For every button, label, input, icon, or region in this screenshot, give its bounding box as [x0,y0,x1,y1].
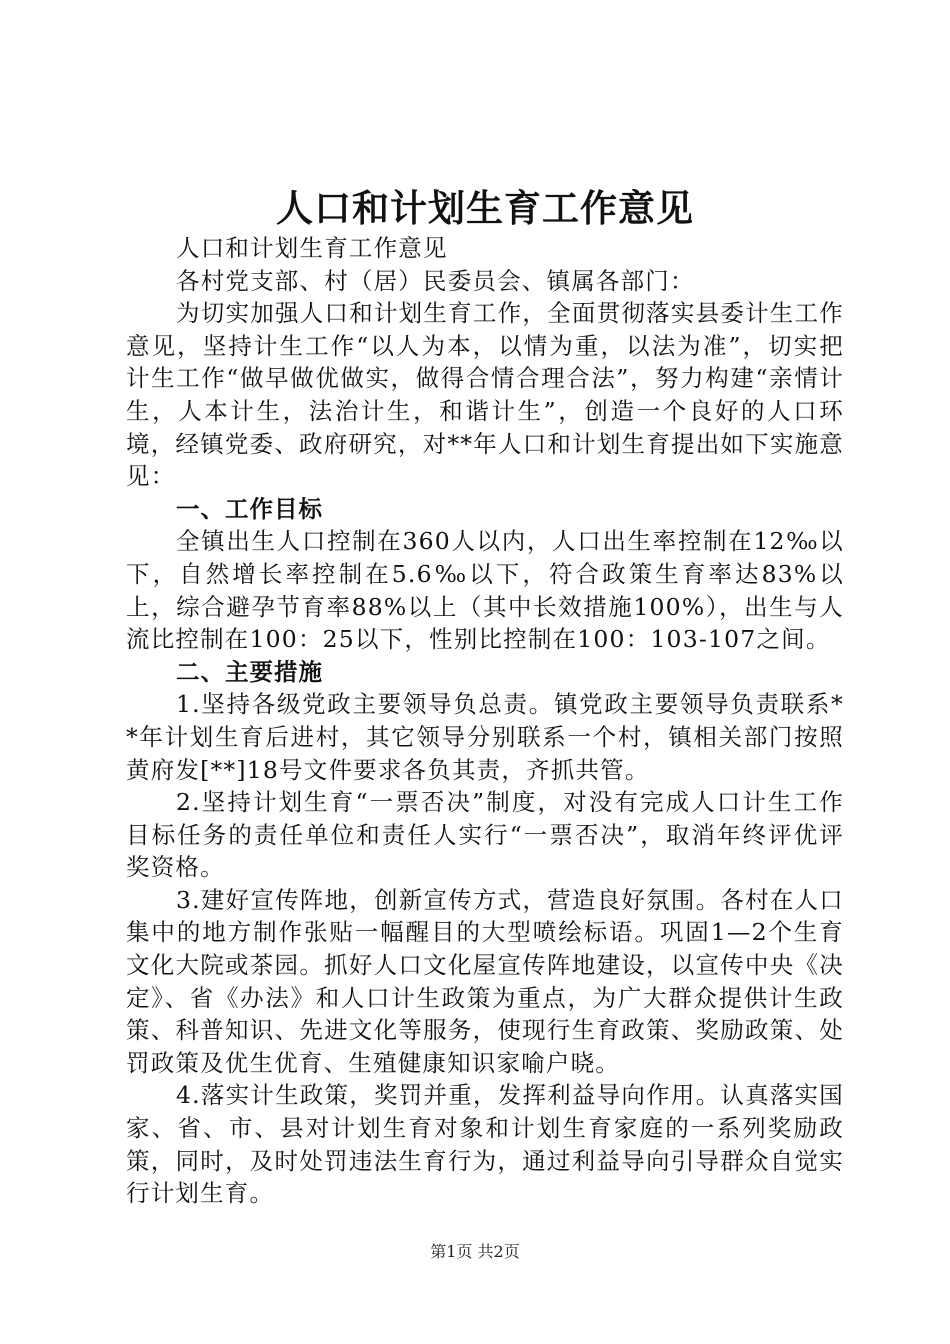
section-heading-measures: 二、主要措施 [176,657,323,686]
measure-3: 3.建好宣传阵地，创新宣传方式，营造良好氛围。各村在人口集中的地方制作张贴一幅醒目的大型喷绘标语。巩固1—2个生育文化大院或茶园。抓好人口文化屋宣传阵地建设，以宣传中央《决定》、省《办法》和人口计生政策为重点，为广大群众提供计生政策、科普知识、先进文化等服务，使现行生育政策、奖励政策、处罚政策及优生优育、生殖健康知识家喻户晓。 [126,885,844,1077]
document-title: 人口和计划生育工作意见 [276,186,694,230]
measure-4: 4.落实计生政策，奖罚并重，发挥利益导向作用。认真落实国家、省、市、县对计划生育对象和计划生育家庭的一系列奖励政策，同时，及时处罚违法生育行为，通过利益导向引导群众自觉实行计划生育。 [126,1081,844,1208]
subtitle-line: 人口和计划生育工作意见 [176,234,448,262]
measure-2: 2.坚持计划生育“一票否决”制度，对没有完成人口计生工作目标任务的责任单位和责任人实行“一票否决”，取消年终评优评奖资格。 [126,788,844,882]
goals-paragraph: 全镇出生人口控制在360人以内，人口出生率控制在12‰以下，自然增长率控制在5.6‰以下，符合政策生育率达83%以上，综合避孕节育率88%以上（其中长效措施100%），出生与人流比控制在100：25以下，性别比控制在100：103-107之间。 [126,527,844,654]
document-body [126,232,844,1210]
measure-1: 1.坚持各级党政主要领导负总责。镇党政主要领导负责联系**年计划生育后进村，其它领导分别联系一个村，镇相关部门按照黄府发[**]18号文件要求各负其责，齐抓共管。 [126,690,844,784]
intro-paragraph: 为切实加强人口和计划生育工作，全面贯彻落实县委计生工作意见，坚持计生工作“以人为本，以情为重，以法为准”，切实把计生工作“做早做优做实，做得合情合理合法”，努力构建“亲情计生，人本计生，法治计生，和谐计生”，创造一个良好的人口环境，经镇党委、政府研究，对**年人口和计划生育提出如下实施意见： [126,299,844,491]
page-footer: 第1页 共2页 [430,1242,520,1261]
salutation: 各村党支部、村（居）民委员会、镇属各部门： [176,266,695,295]
section-heading-goals: 一、工作目标 [176,494,323,523]
